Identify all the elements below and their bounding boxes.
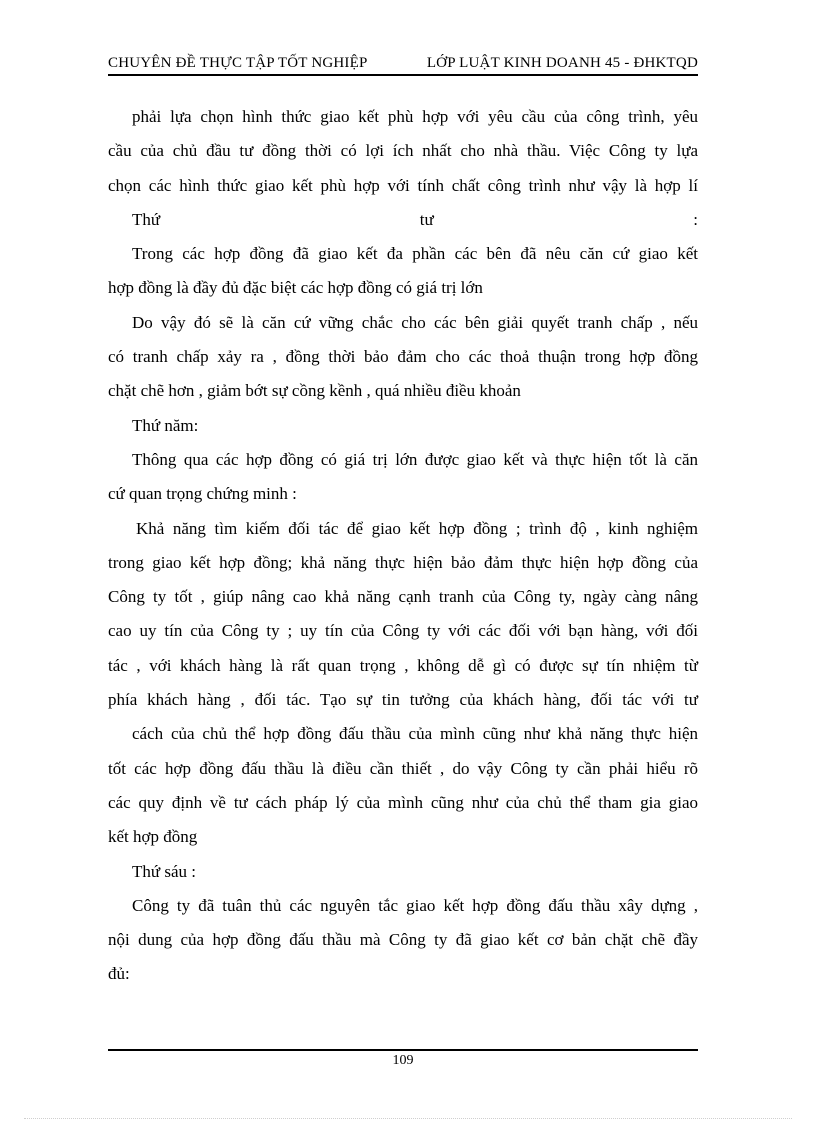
text-line: chặt chẽ hơn , giảm bớt sự cồng kềnh , quá nhiều điều khoản bbox=[108, 381, 521, 401]
text-line: Công ty tốt , giúp nâng cao khả năng cạnh tranh của Công ty, ngày càng nâng bbox=[108, 587, 698, 607]
header-class-name: LỚP LUẬT KINH DOANH 45 - ĐHKTQD bbox=[426, 55, 698, 71]
footer-divider bbox=[108, 1049, 698, 1051]
section-heading-thu-nam: Thứ năm: bbox=[132, 415, 199, 435]
header-course-title: CHUYÊN ĐỀ THỰC TẬP TỐT NGHIỆP bbox=[108, 55, 368, 71]
running-header bbox=[108, 52, 698, 76]
page-bottom-dotted-edge bbox=[24, 1118, 792, 1119]
text-line: Do vậy đó sẽ là căn cứ vững chắc cho các bên giải quyết tranh chấp , nếu bbox=[132, 312, 698, 332]
text-line: đủ: bbox=[108, 964, 130, 984]
text-line: trong giao kết hợp đồng; khả năng thực hiện bảo đảm thực hiện hợp đồng của bbox=[108, 552, 698, 572]
text-line: chọn các hình thức giao kết phù hợp với tính chất công trình như vậy là hợp lí bbox=[108, 175, 698, 195]
text-line: Công ty đã tuân thủ các nguyên tắc giao kết hợp đồng đấu thầu xây dựng , bbox=[132, 895, 698, 915]
text-line: các quy định về tư cách pháp lý của mình cũng như của chủ thể tham gia giao bbox=[108, 792, 698, 812]
text-line: nội dung của hợp đồng đấu thầu mà Công ty đã giao kết cơ bản chặt chẽ đầy bbox=[108, 930, 698, 950]
text-line: kết hợp đồng bbox=[108, 827, 198, 847]
text-line: tác , với khách hàng là rất quan trọng , không dễ gì có được sự tín nhiệm từ bbox=[108, 655, 698, 675]
text-line: có tranh chấp xảy ra , đồng thời bảo đảm cho các thoả thuận trong hợp đồng bbox=[108, 347, 698, 367]
body-text bbox=[108, 100, 698, 992]
text-line: cách của chủ thể hợp đồng đấu thầu của mình cũng như khả năng thực hiện bbox=[132, 724, 698, 744]
text-line: cứ quan trọng chứng minh : bbox=[108, 484, 297, 504]
page-number: 109 bbox=[392, 1053, 414, 1068]
text-line: cầu của chủ đầu tư đồng thời có lợi ích nhất cho nhà thầu. Việc Công ty lựa bbox=[108, 141, 698, 161]
section-heading-thu-sau: Thứ sáu : bbox=[132, 861, 196, 881]
text-line: Thông qua các hợp đồng có giá trị lớn được giao kết và thực hiện tốt là căn bbox=[132, 449, 698, 469]
text-line: hợp đồng là đầy đủ đặc biệt các hợp đồng có giá trị lớn bbox=[108, 278, 483, 298]
text-line: phải lựa chọn hình thức giao kết phù hợp với yêu cầu của công trình, yêu bbox=[132, 107, 698, 126]
text-line: Trong các hợp đồng đã giao kết đa phần các bên đã nêu căn cứ giao kết bbox=[132, 244, 698, 264]
text-line: phía khách hàng , đối tác. Tạo sự tin tưởng của khách hàng, đối tác với tư bbox=[108, 690, 698, 710]
text-line: cao uy tín của Công ty ; uy tín của Công ty với các đối với bạn hàng, với đối bbox=[108, 621, 698, 641]
text-line: Khả năng tìm kiếm đối tác để giao kết hợp đồng ; trình độ , kinh nghiệm bbox=[136, 518, 698, 538]
section-heading-thu-tu: Thứ tư : bbox=[132, 209, 698, 229]
text-line: tốt các hợp đồng đấu thầu là điều cần thiết , do vậy Công ty cần phải hiểu rõ bbox=[108, 758, 698, 778]
